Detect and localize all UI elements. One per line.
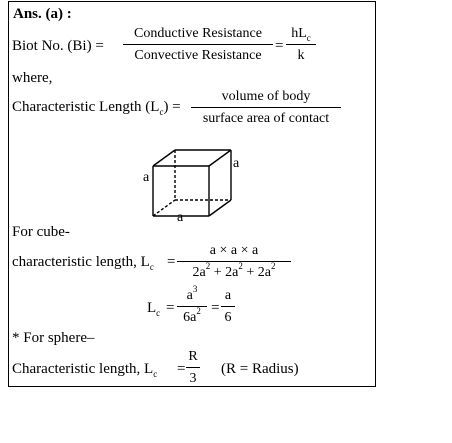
fraction-bar xyxy=(221,306,235,307)
answer-box xyxy=(8,1,376,387)
radius-note: (R = Radius) xyxy=(221,361,299,377)
cube-hidden-edge xyxy=(153,200,175,216)
biot-label: Biot No. (Bi) = xyxy=(12,38,104,54)
characteristic-length-fraction xyxy=(191,88,341,130)
cube-label-left: a xyxy=(143,170,150,185)
cube-result-fraction-2 xyxy=(221,285,235,329)
fraction-bar xyxy=(286,44,316,45)
where-text: where, xyxy=(12,70,53,86)
biot-fraction-hlc xyxy=(286,24,316,66)
cube-result-den-1: $6a^2$ xyxy=(183,306,201,325)
cube-numerator: a × a × a xyxy=(209,243,259,258)
biot-equals: = xyxy=(275,38,284,54)
biot-denominator-k: k xyxy=(297,48,305,63)
fraction-bar xyxy=(123,44,273,45)
biot-denominator: Convective Resistance xyxy=(134,48,262,63)
fraction-bar xyxy=(177,306,207,307)
fraction-bar xyxy=(191,107,341,108)
cube-result-num-1: $a^3$ xyxy=(186,284,198,303)
cube-equals: = xyxy=(167,254,176,270)
cube-edge xyxy=(209,200,231,216)
cube-result-num-2: a xyxy=(224,288,232,303)
cube-result-equals-2: = xyxy=(211,300,220,316)
cube-fraction xyxy=(177,242,291,284)
sphere-fraction xyxy=(186,347,200,389)
volume-numerator: volume of body xyxy=(221,89,311,104)
cube-label-right: a xyxy=(233,156,240,171)
biot-numerator-hlc: $hL_c$ xyxy=(291,26,311,43)
cube-result-lhs: $L_c$ xyxy=(147,300,161,318)
cube-denominator: $2a^2 + 2a^2 + 2a^2$ xyxy=(192,261,276,280)
characteristic-length-label: Characteristic Length $(L_c)$ = xyxy=(12,99,181,117)
answer-label: Ans. (a) : xyxy=(13,6,72,22)
for-sphere-text: * For sphere– xyxy=(12,330,95,346)
cube-edge xyxy=(153,150,175,166)
sphere-numerator: R xyxy=(188,349,198,364)
cube-char-length-label: characteristic length, $L_c$ xyxy=(12,254,154,272)
for-cube-text: For cube- xyxy=(12,224,70,240)
sphere-equals: = xyxy=(177,361,186,377)
sphere-denominator: 3 xyxy=(189,371,197,386)
surface-area-denominator: surface area of contact xyxy=(202,111,330,126)
cube-edge xyxy=(209,150,231,166)
cube-result-fraction-1 xyxy=(177,285,207,329)
fraction-bar xyxy=(186,367,200,368)
sphere-char-length-label: Characteristic length, $L_c$ xyxy=(12,361,158,379)
biot-fraction-resistance xyxy=(123,24,273,66)
cube-result-equals-1: = xyxy=(166,300,175,316)
cube-result-den-2: 6 xyxy=(224,310,232,325)
cube-label-bottom: a xyxy=(177,210,184,225)
biot-numerator: Conductive Resistance xyxy=(134,26,262,41)
